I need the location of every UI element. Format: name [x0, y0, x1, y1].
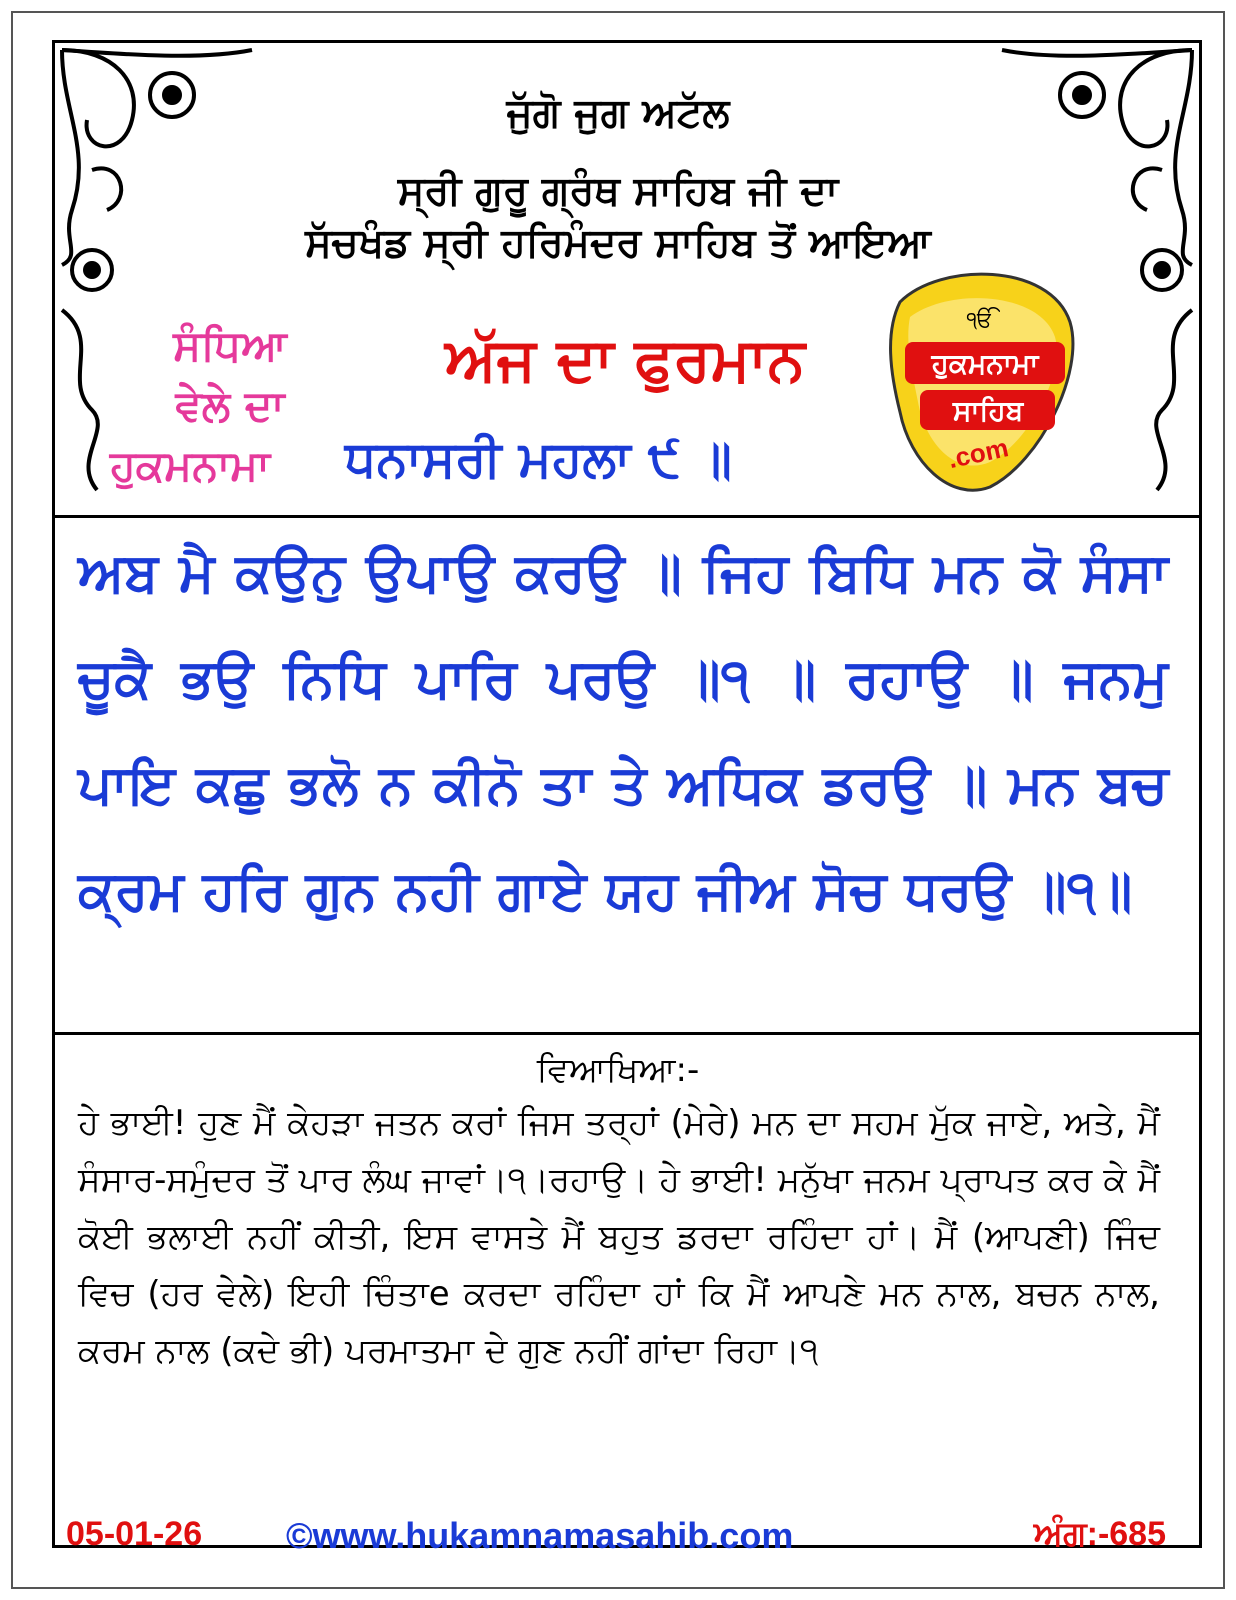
sandhiya-label	[100, 316, 360, 496]
vyakhya-text: ਹੇ ਭਾਈ! ਹੁਣ ਮੈਂ ਕੇਹੜਾ ਜਤਨ ਕਰਾਂ ਜਿਸ ਤਰ੍ਹਾਂ (ਮੇਰੇ) ਮਨ ਦਾ ਸਹਮ ਮੁੱਕ ਜਾਏ, ਅਤੇ, ਮੈਂ ਸੰਸਾਰ-ਸਮੁੰਦਰ ਤੋਂ ਪਾਰ ਲੰਘ ਜਾਵਾਂ।੧।ਰਹਾਉ। ਹੇ ਭਾਈ! ਮਨੁੱਖਾ ਜਨਮ ਪ੍ਰਾਪਤ ਕਰ ਕੇ ਮੈਂ ਕੋਈ ਭਲਾਈ ਨਹੀਂ ਕੀਤੀ, ਇਸ ਵਾਸਤੇ ਮੈਂ ਬਹੁਤ ਡਰਦਾ ਰਹਿੰਦਾ ਹਾਂ। ਮੈਂ (ਆਪਣੀ) ਜਿੰਦ ਵਿਚ (ਹਰ ਵੇਲੇ) ਇਹੀ ਚਿੰਤਾe ਕਰਦਾ ਰਹਿੰਦਾ ਹਾਂ ਕਿ ਮੈਂ ਆਪਣੇ ਮਨ ਨਾਲ, ਬਚਨ ਨਾਲ, ਕਰਮ ਨਾਲ (ਕਦੇ ਭੀ) ਪਰਮਾਤਮਾ ਦੇ ਗੁਣ ਨਹੀਂ ਗਾਂਦਾ ਰਿਹਾ।੧	[78, 1103, 1160, 1371]
page-title: ਅੱਜ ਦਾ ਫੁਰਮਾਨ	[445, 325, 805, 395]
footer-ang: ਅੰਗ:-685	[1033, 1515, 1166, 1553]
sandhiya-line-1: ਸੰਧਿਆ	[173, 321, 287, 370]
sandhiya-line-3: ਹੁਕਮਨਾਮਾ	[110, 441, 270, 490]
gurbani-verse: ਅਬ ਮੈ ਕਉਨੁ ਉਪਾਉ ਕਰਉ ॥ ਜਿਹ ਬਿਧਿ ਮਨ ਕੋ ਸੰਸਾ ਚੂਕੈ ਭਉ ਨਿਧਿ ਪਾਰਿ ਪਰਉ ॥੧ ॥ ਰਹਾਉ ॥ ਜਨਮੁ ਪਾਇ ਕਛੁ ਭਲੋ ਨ ਕੀਨੋ ਤਾ ਤੇ ਅਧਿਕ ਡਰਉ ॥ ਮਨ ਬਚ ਕ੍ਰਮ ਹਰਿ ਗੁਨ ਨਹੀ ਗਾਏ ਯਹ ਜੀਅ ਸੋਚ ਧਰਉ ॥੧॥	[78, 541, 1168, 922]
header-line-3: ਸੱਚਖੰਡ ਸ੍ਰੀ ਹਰਿਮੰਦਰ ਸਾਹਿਬ ਤੋਂ ਆਇਆ	[305, 220, 931, 266]
logo-line-3: .com	[945, 432, 1011, 475]
header-line-1: ਜੁੱਗੋ ਜੁਗ ਅਟੱਲ	[506, 90, 730, 136]
footer-website-link[interactable]: ©www.hukamnamasahib.com	[286, 1515, 794, 1556]
logo-line-2: ਸਾਹਿਬ	[952, 394, 1024, 427]
header-line-2: ਸ੍ਰੀ ਗੁਰੂ ਗ੍ਰੰਥ ਸਾਹਿਬ ਜੀ ਦਾ	[397, 168, 839, 214]
vyakhya-heading: ਵਿਆਖਿਆ:-	[536, 1050, 700, 1090]
logo-ik-onkar: ੴ	[966, 308, 994, 333]
hukamnama-sahib-logo	[880, 262, 1080, 502]
raag-heading: ਧਨਾਸਰੀ ਮਹਲਾ ੯ ॥	[345, 430, 732, 488]
footer-date: 05-01-26	[66, 1515, 203, 1553]
sandhiya-line-2: ਵੇਲੇ ਦਾ	[175, 381, 285, 430]
logo-line-1: ਹੁਕਮਨਾਮਾ	[931, 347, 1039, 380]
